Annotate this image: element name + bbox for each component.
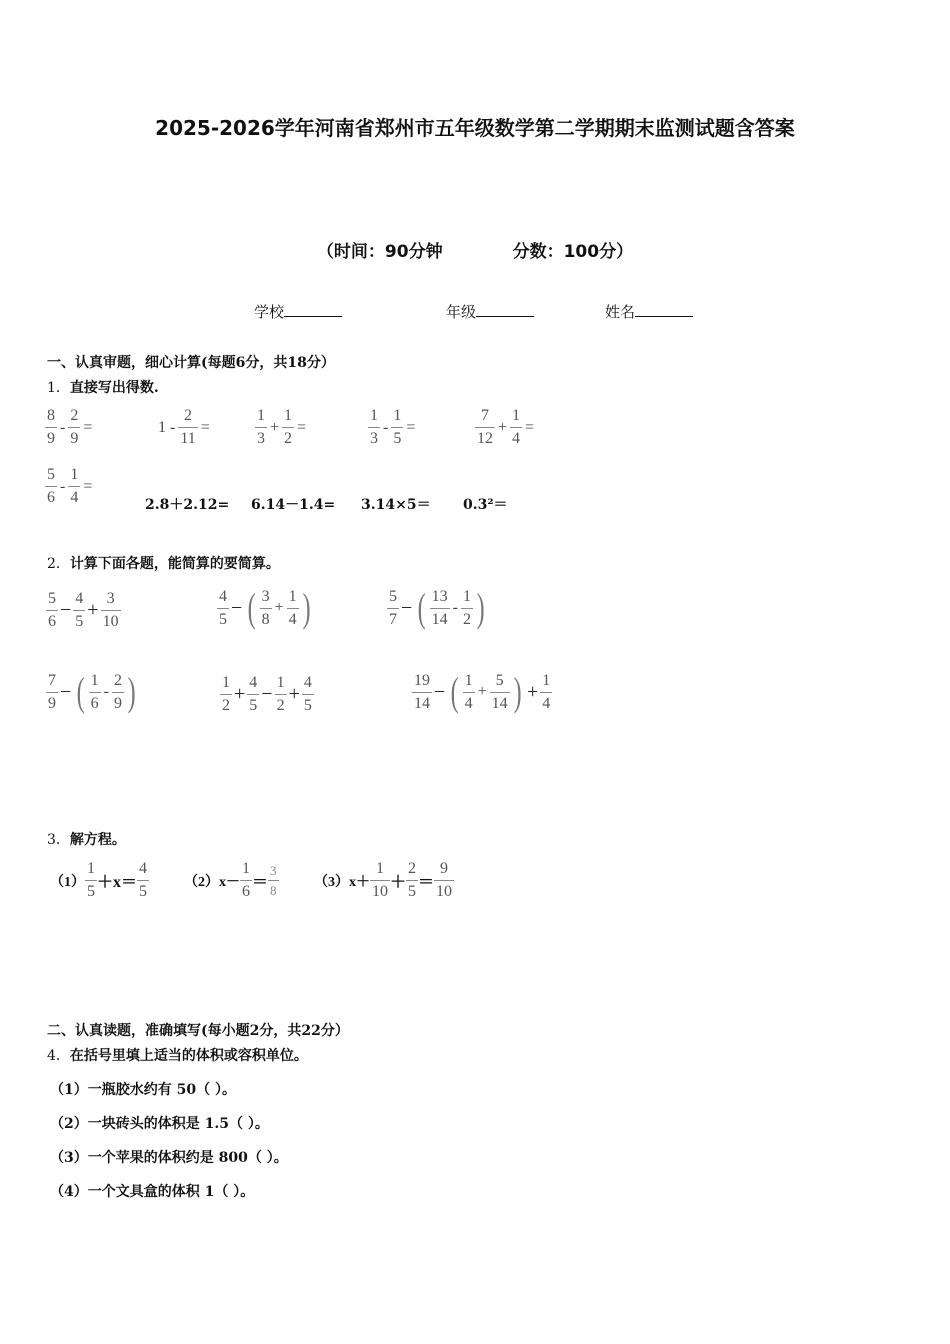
- fraction: $\frac{5}{7}$: [389, 587, 397, 628]
- question-2: 2．计算下面各题，能简算的要简算。: [47, 556, 280, 572]
- q2-expr-4: $\frac{7}{9}$ − ( $\frac{1}{6}$ - $\frac{2}{9}$ ): [48, 669, 136, 714]
- fraction: $\frac{3}{10}$: [102, 590, 119, 630]
- fraction: $\frac{1}{2}$: [222, 674, 230, 714]
- q1-expr-8: 6.14－1.4=: [251, 497, 336, 513]
- fraction: $\frac{1}{6}$: [242, 860, 250, 900]
- school-field[interactable]: 学校: [254, 301, 342, 322]
- q1-expr-9: 3.14×5＝: [361, 497, 431, 513]
- q1-expr-4: $\frac{1}{3}$ - $\frac{1}{5}$ =: [370, 407, 416, 447]
- q1-expr-2: 1 - $\frac{2}{11}$ =: [158, 407, 210, 447]
- exam-meta: [0, 237, 950, 262]
- section-1-heading: 一、认真审题，细心计算(每题6分，共18分）: [47, 355, 335, 371]
- fraction: $\frac{8}{9}$: [47, 407, 55, 447]
- fraction: $\frac{13}{14}$: [431, 587, 448, 628]
- fraction: $\frac{4}{5}$: [303, 674, 312, 714]
- q2-expr-1: $\frac{5}{6}$ − $\frac{4}{5}$ + $\frac{3}{10}$: [48, 590, 119, 630]
- q2-expr-2: $\frac{4}{5}$ − ( $\frac{3}{8}$ + $\frac{1}{4}$ ): [219, 585, 311, 630]
- fraction: $\frac{1}{10}$: [372, 860, 388, 900]
- fraction: $\frac{1}{2}$: [284, 407, 293, 447]
- fraction: $\frac{4}{5}$: [249, 674, 258, 714]
- fraction: $\frac{4}{5}$: [75, 590, 84, 630]
- fraction: $\frac{2}{9}$: [113, 671, 122, 712]
- question-4: 4．在括号里填上适当的体积或容积单位。: [47, 1048, 308, 1064]
- fraction: $\frac{3}{8}$: [261, 587, 270, 628]
- section-2-heading: 二、认真读题，准确填写(每小题2分，共22分）: [47, 1023, 349, 1039]
- fraction: $\frac{5}{14}$: [491, 671, 508, 712]
- q2-expr-6: $\frac{19}{14}$ − ( $\frac{1}{4}$ + $\frac{5}{14}$ ) + $\frac{1}{4}$: [414, 669, 551, 714]
- q1-expr-1: $\frac{8}{9}$ - $\frac{2}{9}$ =: [47, 407, 93, 447]
- exam-time: （时间：90分钟: [316, 242, 443, 262]
- fraction: $\frac{3}{8}$: [270, 863, 277, 898]
- fraction: $\frac{1}{3}$: [370, 407, 378, 447]
- question-3: 3．解方程。: [47, 832, 126, 848]
- q2-expr-5: $\frac{1}{2}$ + $\frac{4}{5}$ − $\frac{1}{2}$ + $\frac{4}{5}$: [222, 674, 312, 714]
- fraction: $\frac{5}{6}$: [47, 466, 55, 506]
- fraction: $\frac{1}{5}$: [393, 407, 402, 447]
- q1-expr-7: 2.8＋2.12=: [145, 497, 230, 513]
- fraction: $\frac{1}{4}$: [464, 671, 473, 712]
- q4-item-3: （3）一个苹果的体积约是 800（ ）。: [50, 1150, 288, 1166]
- fraction: $\frac{4}{5}$: [139, 860, 148, 900]
- q4-item-4: （4）一个文具盒的体积 1（ ）。: [50, 1184, 255, 1200]
- fraction: $\frac{2}{11}$: [180, 407, 196, 447]
- grade-field[interactable]: 年级: [446, 301, 534, 322]
- q1-expr-3: $\frac{1}{3}$ + $\frac{1}{2}$ =: [257, 407, 307, 447]
- fraction: $\frac{1}{4}$: [70, 466, 79, 506]
- fraction: $\frac{1}{2}$: [462, 587, 471, 628]
- fraction: $\frac{7}{12}$: [477, 407, 493, 447]
- fraction: $\frac{1}{5}$: [87, 860, 95, 900]
- q3-eq-3: （3）x＋ $\frac{1}{10}$ ＋ $\frac{2}{5}$ ＝ $\frac{9}{10}$: [314, 860, 453, 900]
- q2-expr-3: $\frac{5}{7}$ − ( $\frac{13}{14}$ - $\frac{1}{2}$ ): [389, 585, 485, 630]
- q4-item-2: （2）一块砖头的体积是 1.5（ ）。: [50, 1116, 269, 1132]
- q1-expr-5: $\frac{7}{12}$ + $\frac{1}{4}$ =: [477, 407, 535, 447]
- q4-item-1: （1）一瓶胶水约有 50（ ）。: [50, 1082, 236, 1098]
- fraction: $\frac{7}{9}$: [48, 671, 56, 712]
- q3-eq-2: （2）x－ $\frac{1}{6}$ ＝ $\frac{3}{8}$: [184, 860, 277, 900]
- fraction: $\frac{1}{2}$: [276, 674, 285, 714]
- question-1: 1．直接写出得数.: [47, 380, 159, 396]
- q3-eq-1: （1） $\frac{1}{5}$ ＋x＝ $\frac{4}{5}$: [50, 860, 148, 900]
- fraction: $\frac{5}{6}$: [48, 590, 56, 630]
- fraction: $\frac{2}{5}$: [408, 860, 417, 900]
- q1-expr-10: 0.3²＝: [463, 497, 508, 513]
- fraction: $\frac{9}{10}$: [436, 860, 453, 900]
- fraction: $\frac{1}{4}$: [542, 671, 551, 712]
- fraction: $\frac{19}{14}$: [414, 671, 430, 712]
- q1-expr-6: $\frac{5}{6}$ - $\frac{1}{4}$ =: [47, 466, 93, 506]
- fraction: $\frac{1}{4}$: [288, 587, 297, 628]
- fraction: $\frac{2}{9}$: [70, 407, 79, 447]
- name-field[interactable]: 姓名: [605, 301, 693, 322]
- fraction: $\frac{4}{5}$: [219, 587, 227, 628]
- fraction: $\frac{1}{6}$: [90, 671, 99, 712]
- fraction: $\frac{1}{3}$: [257, 407, 265, 447]
- fraction: $\frac{1}{4}$: [512, 407, 521, 447]
- exam-score: 分数：100分）: [512, 242, 634, 262]
- page-title: 2025-2026学年河南省郑州市五年级数学第二学期期末监测试题含答案: [155, 116, 795, 140]
